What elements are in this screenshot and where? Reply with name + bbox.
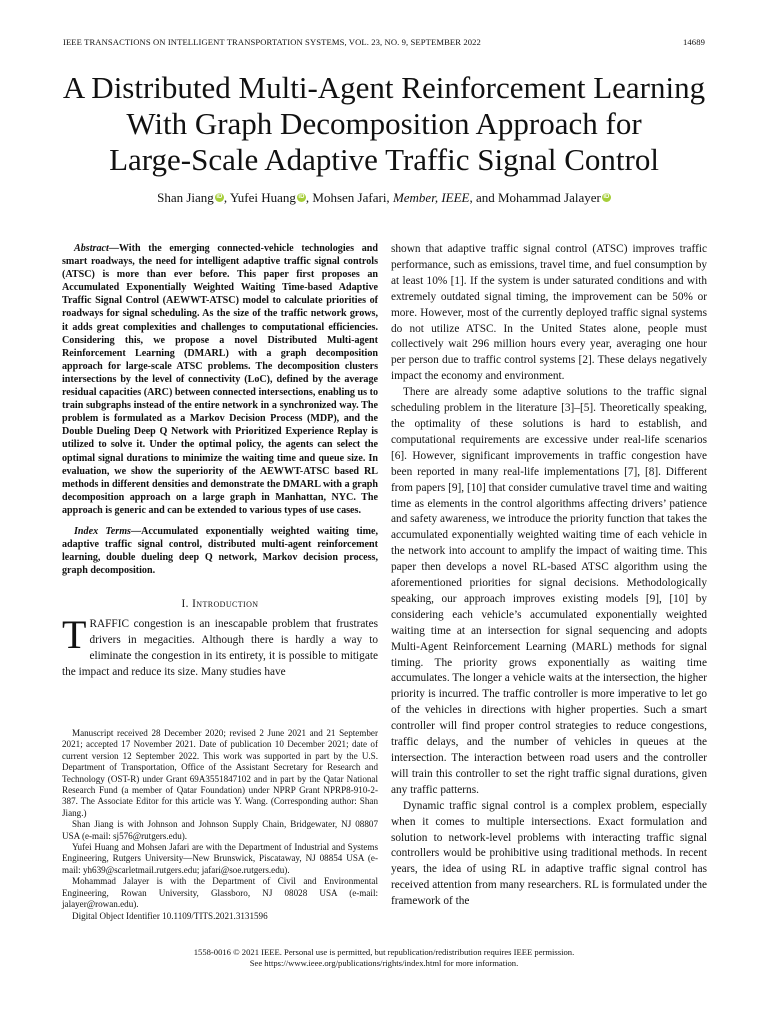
- footnote-doi: Digital Object Identifier 10.1109/TITS.2021.3131596: [72, 910, 268, 921]
- body-paragraph: shown that adaptive traffic signal control (ATSC) improves traffic performance, such as emissions, travel time, and fuel consumption by at least 10% [1]. If the system is under saturated conditions and with extremely outdated signal timing, the improvement can be 50% or more. However, most of the currently deployed traffic signal systems do not utilize ATSC. In the United States alone, people must collectively wait 296 million hours every year, averaging one hour per person due to traffic control systems [2]. These delays negatively impact the economy and environment.: [391, 243, 707, 383]
- copyright-notice: [30, 947, 738, 969]
- footnote: Shan Jiang is with Johnson and Johnson Supply Chain, Bridgewater, NJ 08807 USA (e-mail: sj576@rutgers.edu).: [62, 819, 378, 841]
- paper-title: [30, 70, 738, 178]
- section-title: Introduction: [192, 598, 259, 611]
- membership-label: Member, IEEE: [392, 190, 470, 205]
- intro-paragraph: [62, 612, 378, 681]
- body-paragraph: Dynamic traffic signal control is a complex problem, especially when it comes to multiple intersections. Exact formulation and solution to network-level problems with interacting traffic signal controllers would be prohibitive using traditional methods. In recent years, the idea of using RL in adaptive traffic signal control has received attention from many researchers. RL is formulated under the framework of the: [391, 799, 707, 908]
- title-line: With Graph Decomposition Approach for: [126, 106, 642, 141]
- footnote: Yufei Huang and Mohsen Jafari are with the Department of Industrial and Systems Engineering, Rutgers University—New Brunswick, Piscataway, NJ 08854 USA (e-mail: yh639@scarletmail.rutgers.edu; jafari@soe.rutgers.edu).: [62, 842, 378, 875]
- index-terms-text: —Accumulated exponentially weighted waiting time, adaptive traffic signal control, distributed multi-agent reinforcement learning, double dueling deep Q network, Markov decision process, graph decomposition.: [62, 525, 378, 577]
- journal-name: IEEE TRANSACTIONS ON INTELLIGENT TRANSPORTATION SYSTEMS, VOL. 23, NO. 9, SEPTEMBER 2022: [63, 37, 481, 47]
- right-column: [391, 242, 707, 910]
- intro-text: congestion is an inescapable problem that frustrates drivers in megacities. Although there is hardly a way to eliminate the congestion in its entirety, it is possible to mitigate the impact and reduce its size. Many studies have: [62, 618, 378, 678]
- title-line: A Distributed Multi-Agent Reinforcement Learning: [62, 70, 706, 105]
- index-terms: [62, 525, 378, 577]
- left-column: [62, 242, 378, 681]
- section-heading: [62, 597, 378, 613]
- footnote: Manuscript received 28 December 2020; revised 2 June 2021 and 21 September 2021; accepted 17 November 2021. Date of publication 10 December 2021; date of current version 12 September 2022. This work was supported in part by the U.S. Department of Transportation, Office of the Assistant Secretary for Research and Technology (OST-R) under Grant 69A3551847102 and in part by the Qatar National Research Fund (a member of Qatar Foundation) under NPRP Grant NPRP8-910-2-387. The Associate Editor for this article was Y. Wang. (Corresponding author: Shan Jiang.): [62, 728, 378, 818]
- author-name: Yufei Huang: [229, 190, 296, 205]
- author-separator: , and Mohammad Jalayer: [469, 190, 601, 205]
- title-line: Large-Scale Adaptive Traffic Signal Control: [109, 142, 659, 177]
- drop-cap: T: [62, 612, 87, 658]
- section-number: I.: [181, 598, 193, 611]
- abstract-label: Abstract: [74, 243, 109, 254]
- body-paragraph: There are already some adaptive solutions to the traffic signal scheduling problem in the literature [3]–[5]. Theoretically speaking, the optimality of these solutions is hard to establish, and computational requirements are excessive under real-life scenarios [6]. However, significant improvements in traffic congestion have been reported in many real-life implementations [7], [8]. Different from papers [9], [10] that consider cumulative travel time and waiting time as elements in the control algorithms affecting drivers’ patience and safety awareness, we introduce the priority function that takes the accumulated exponentially weighted waiting time of each vehicle in the network into account to amplify the impact of waiting time. This paper then develops a novel RL-based ATSC algorithm using the aforementioned priorities for signal decisions. Methodologically speaking, our approach improves existing models [9], [10] by considering each vehicle’s accumulated exponentially weighted waiting time at an intersection for signal sequencing and adopts Multi-Agent Reinforcement Learning (MARL) methods for signal timing. The priority grows exponentially as waiting time accumulates. The longer a vehicle waits at the intersection, the higher priority is incurred. The traffic controller is more imperative to let go of the vehicles in directions with higher properties. Such a smart controller will find proper control strategies to reduce congestions, traffic delays, and the number of vehicles in queues at the intersection. The interaction between road users and the controller will train this controller to set the right traffic signal durations, given any traffic patterns.: [391, 386, 707, 796]
- footnotes: [62, 728, 378, 922]
- footnote: Mohammad Jalayer is with the Department of Civil and Environmental Engineering, Rowan University, Glassboro, NJ 08028 USA (e-mail: jalayer@rowan.edu).: [62, 876, 378, 910]
- author-separator: , Mohsen Jafari,: [305, 190, 393, 205]
- abstract-text: —With the emerging connected-vehicle technologies and smart roadways, the need for intelligent adaptive traffic signal controls (ATSC) is more than ever before. This paper first proposes an Accumulated Exponentially Weighted Waiting Time-based Adaptive Traffic Signal Control (AEWWT-ATSC) model to calculate priorities of roadways for signal scheduling. As the size of the traffic network grows, it adds great complexities and challenges to computational efficiencies. Considering this, we propose a novel Distributed Multi-agent Reinforcement Learning (DMARL) with a graph decomposition approach for large-scale ATSC problems. The decomposition clusters intersections by the level of connectivity (LoC), defined by the average residual capacities (ARC) between connected intersections, enabling us to train subgraphs instead of the entire network in a synchronized way. The problem is formulated as a Markov Decision Process (MDP), and the Double Dueling Deep Q Network with Prioritized Experience Replay is utilized to solve it. Under the optimal policy, the agents can select the optimal signal durations to minimize the waiting time and queue size. In evaluation, we show the superiority of the AEWWT-ATSC based RL methods in different densities and demonstrate the DMARL with a graph decomposition approach on a large graph in Manhattan, NYC. The approach is generic and can be extended to various types of use cases.: [62, 243, 378, 516]
- author-separator: ,: [223, 190, 230, 205]
- orcid-icon[interactable]: iD: [298, 194, 305, 200]
- author-list: [30, 190, 738, 206]
- page-number: 14689: [683, 37, 705, 47]
- index-terms-label: Index Terms: [74, 525, 131, 537]
- running-head: [63, 37, 705, 47]
- rights-url-line[interactable]: See https://www.ieee.org/publications/rights/index.html for more information.: [249, 958, 519, 968]
- copyright-line: 1558-0016 © 2021 IEEE. Personal use is permitted, but republication/redistribution requires IEEE permission.: [193, 947, 575, 957]
- orcid-icon[interactable]: iD: [216, 194, 223, 200]
- intro-lead: RAFFIC: [89, 618, 129, 631]
- abstract: [62, 242, 378, 517]
- author-name: Shan Jiang: [157, 190, 214, 205]
- orcid-icon[interactable]: iD: [603, 194, 610, 200]
